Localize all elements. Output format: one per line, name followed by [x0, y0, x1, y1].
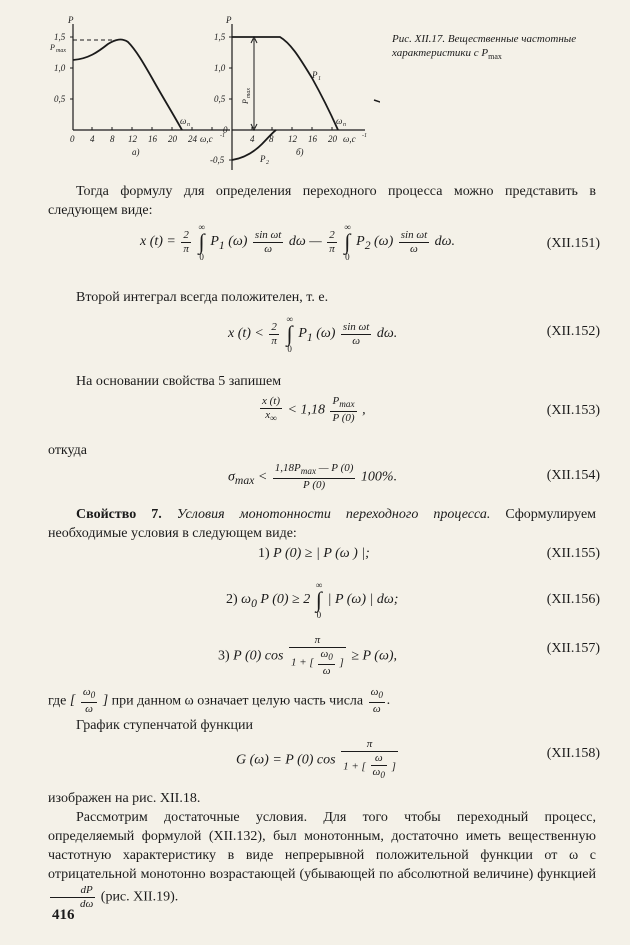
where-line	[48, 686, 596, 716]
equation-155: 1) P (0) ≥ | P (ω ) |;	[258, 546, 370, 561]
svg-text:P: P	[50, 43, 55, 52]
svg-text:P: P	[260, 154, 266, 164]
equation-153-number: (XII.153)	[546, 403, 600, 418]
graph-a	[70, 24, 230, 130]
svg-text:п: п	[187, 122, 190, 128]
svg-text:20: 20	[328, 134, 337, 144]
svg-text:ω,c: ω,c	[200, 134, 213, 144]
svg-text:1,0: 1,0	[214, 63, 226, 73]
paragraph-last-ref: (рис. XII.19).	[100, 889, 179, 905]
equation-152-number: (XII.152)	[546, 324, 600, 339]
figure-caption	[392, 32, 607, 64]
svg-text:P: P	[68, 15, 74, 25]
svg-text:ω: ω	[180, 116, 187, 126]
svg-text:б): б)	[296, 147, 304, 157]
svg-text:-0,5: -0,5	[210, 155, 225, 165]
caption-text: Вещественные частотные характеристики с P	[392, 33, 577, 59]
svg-text:-1: -1	[362, 133, 367, 139]
svg-text:P: P	[241, 99, 250, 104]
figure-xii-17	[40, 12, 380, 177]
svg-text:1: 1	[318, 76, 321, 82]
dp-dw-fraction: $\frac{dP}{d\omega}$	[48, 890, 97, 905]
paragraph-4: откуда	[48, 443, 87, 458]
equation-158: G (ω) = P (0) cos π 1 + [ $\frac{\omega}{\omega_0}$ ]	[236, 738, 396, 781]
equation-157-number: (XII.157)	[546, 641, 600, 656]
svg-text:4: 4	[250, 134, 255, 144]
equation-155-number: (XII.155)	[546, 546, 600, 561]
equation-151-number: (XII.151)	[546, 236, 600, 251]
equation-154: $\sigma_{max}$ < $\frac{1,18P_{max} — P (0)}{P (0)}$ 100%.	[228, 462, 398, 492]
where-bracket: [ $\frac{\omega_0}{\omega}$ ]	[69, 686, 109, 716]
equation-156: 2) $\omega_0$ P (0) ≥ 2 ∞ ∫ 0 | P (ω) | dω;	[226, 580, 399, 620]
page-number: 416	[52, 907, 75, 923]
svg-text:16: 16	[308, 134, 317, 144]
paragraph-1: Тогда формулу для определения переходного процесса можно представить в следующем виде:	[48, 184, 596, 218]
equation-156-number: (XII.156)	[546, 592, 600, 607]
equation-152: x (t) < $\frac{2}{\pi}$ ∞ ∫ 0 $P_1$ (ω) $\frac{\text{sin ωt}}{\omega}$ dω.	[228, 314, 398, 354]
svg-text:12: 12	[128, 134, 137, 144]
figure-svg	[40, 12, 380, 177]
caption-prefix: Рис. XII.17.	[392, 33, 446, 45]
svg-text:P: P	[312, 70, 318, 80]
svg-text:8: 8	[110, 134, 115, 144]
svg-text:2: 2	[266, 160, 269, 166]
svg-text:а): а)	[132, 147, 140, 157]
graph-a-labels	[49, 15, 225, 157]
svg-text:16: 16	[148, 134, 157, 144]
svg-text:0,5: 0,5	[214, 94, 226, 104]
svg-text:8: 8	[269, 134, 274, 144]
where-word: где	[48, 693, 67, 709]
svg-text:1,0: 1,0	[54, 63, 66, 73]
property-title: Свойство 7.	[76, 507, 162, 522]
paragraph-shown: изображен на рис. XII.18.	[48, 791, 201, 806]
svg-text:12: 12	[288, 134, 297, 144]
paragraph-2: Второй интеграл всегда положителен, т. е.	[76, 290, 329, 305]
equation-153: $\frac{x (t)}{x_\infty}$ < 1,18 $\frac{P_{max}}{P (0)}$ ,	[262, 395, 366, 425]
equation-157: 3) P (0) cos π 1 + [ $\frac{\omega_0}{\omega}$ ] ≥ P (ω),	[218, 634, 398, 678]
svg-text:ω,c: ω,c	[343, 134, 356, 144]
svg-text:0,5: 0,5	[54, 94, 66, 104]
svg-text:max: max	[56, 48, 66, 54]
svg-text:п: п	[343, 122, 346, 128]
caption-sub: max	[488, 52, 502, 62]
svg-text:4: 4	[90, 134, 95, 144]
paragraph-last-text: Рассмотрим достаточные условия. Для того чтобы переходный процесс, определяемый формулой (XII.132), был монотонным, достаточно иметь вещественную частотную характеристику в виде непрерывной положительной функции от ω с отрицательной монотонно возрастающей (убывающей по абсолютной величине) функцией	[48, 810, 596, 882]
where-text: при данном ω означает целую часть числа	[111, 693, 364, 709]
svg-text:1,5: 1,5	[214, 32, 226, 42]
svg-text:ω: ω	[336, 116, 343, 126]
equation-154-number: (XII.154)	[546, 468, 600, 483]
svg-text:20: 20	[168, 134, 177, 144]
svg-text:-1: -1	[220, 133, 225, 139]
property-7-paragraph	[48, 505, 596, 543]
paragraph-last	[48, 808, 596, 911]
property-rest: Сформулируем необходимые условия в следующем виде:	[48, 507, 597, 541]
equation-158-number: (XII.158)	[546, 746, 600, 761]
equation-151: x (t) = $\frac{2}{\pi}$ ∞ ∫ 0 $P_1$ (ω) $\frac{\text{sin ωt}}{\omega}$ dω — $\frac{2}{\pi}$ ∞ ∫ 0 $P_2$ (ω) $\frac{\text{sin ωt}}{\omega}$ dω.	[140, 222, 456, 262]
property-italic: Условия монотонности переходного процесса.	[176, 507, 491, 522]
svg-text:0: 0	[70, 134, 75, 144]
where-frac: $\frac{\omega_0}{\omega}$ .	[370, 686, 391, 716]
svg-text:24: 24	[188, 134, 197, 144]
svg-text:1,5: 1,5	[54, 32, 66, 42]
svg-text:0: 0	[223, 125, 228, 135]
paragraph-3: На основании свойства 5 запишем	[76, 374, 282, 389]
paragraph-graph: График ступенчатой функции	[76, 718, 253, 733]
svg-text:P: P	[226, 15, 232, 25]
svg-text:max: max	[246, 88, 252, 98]
